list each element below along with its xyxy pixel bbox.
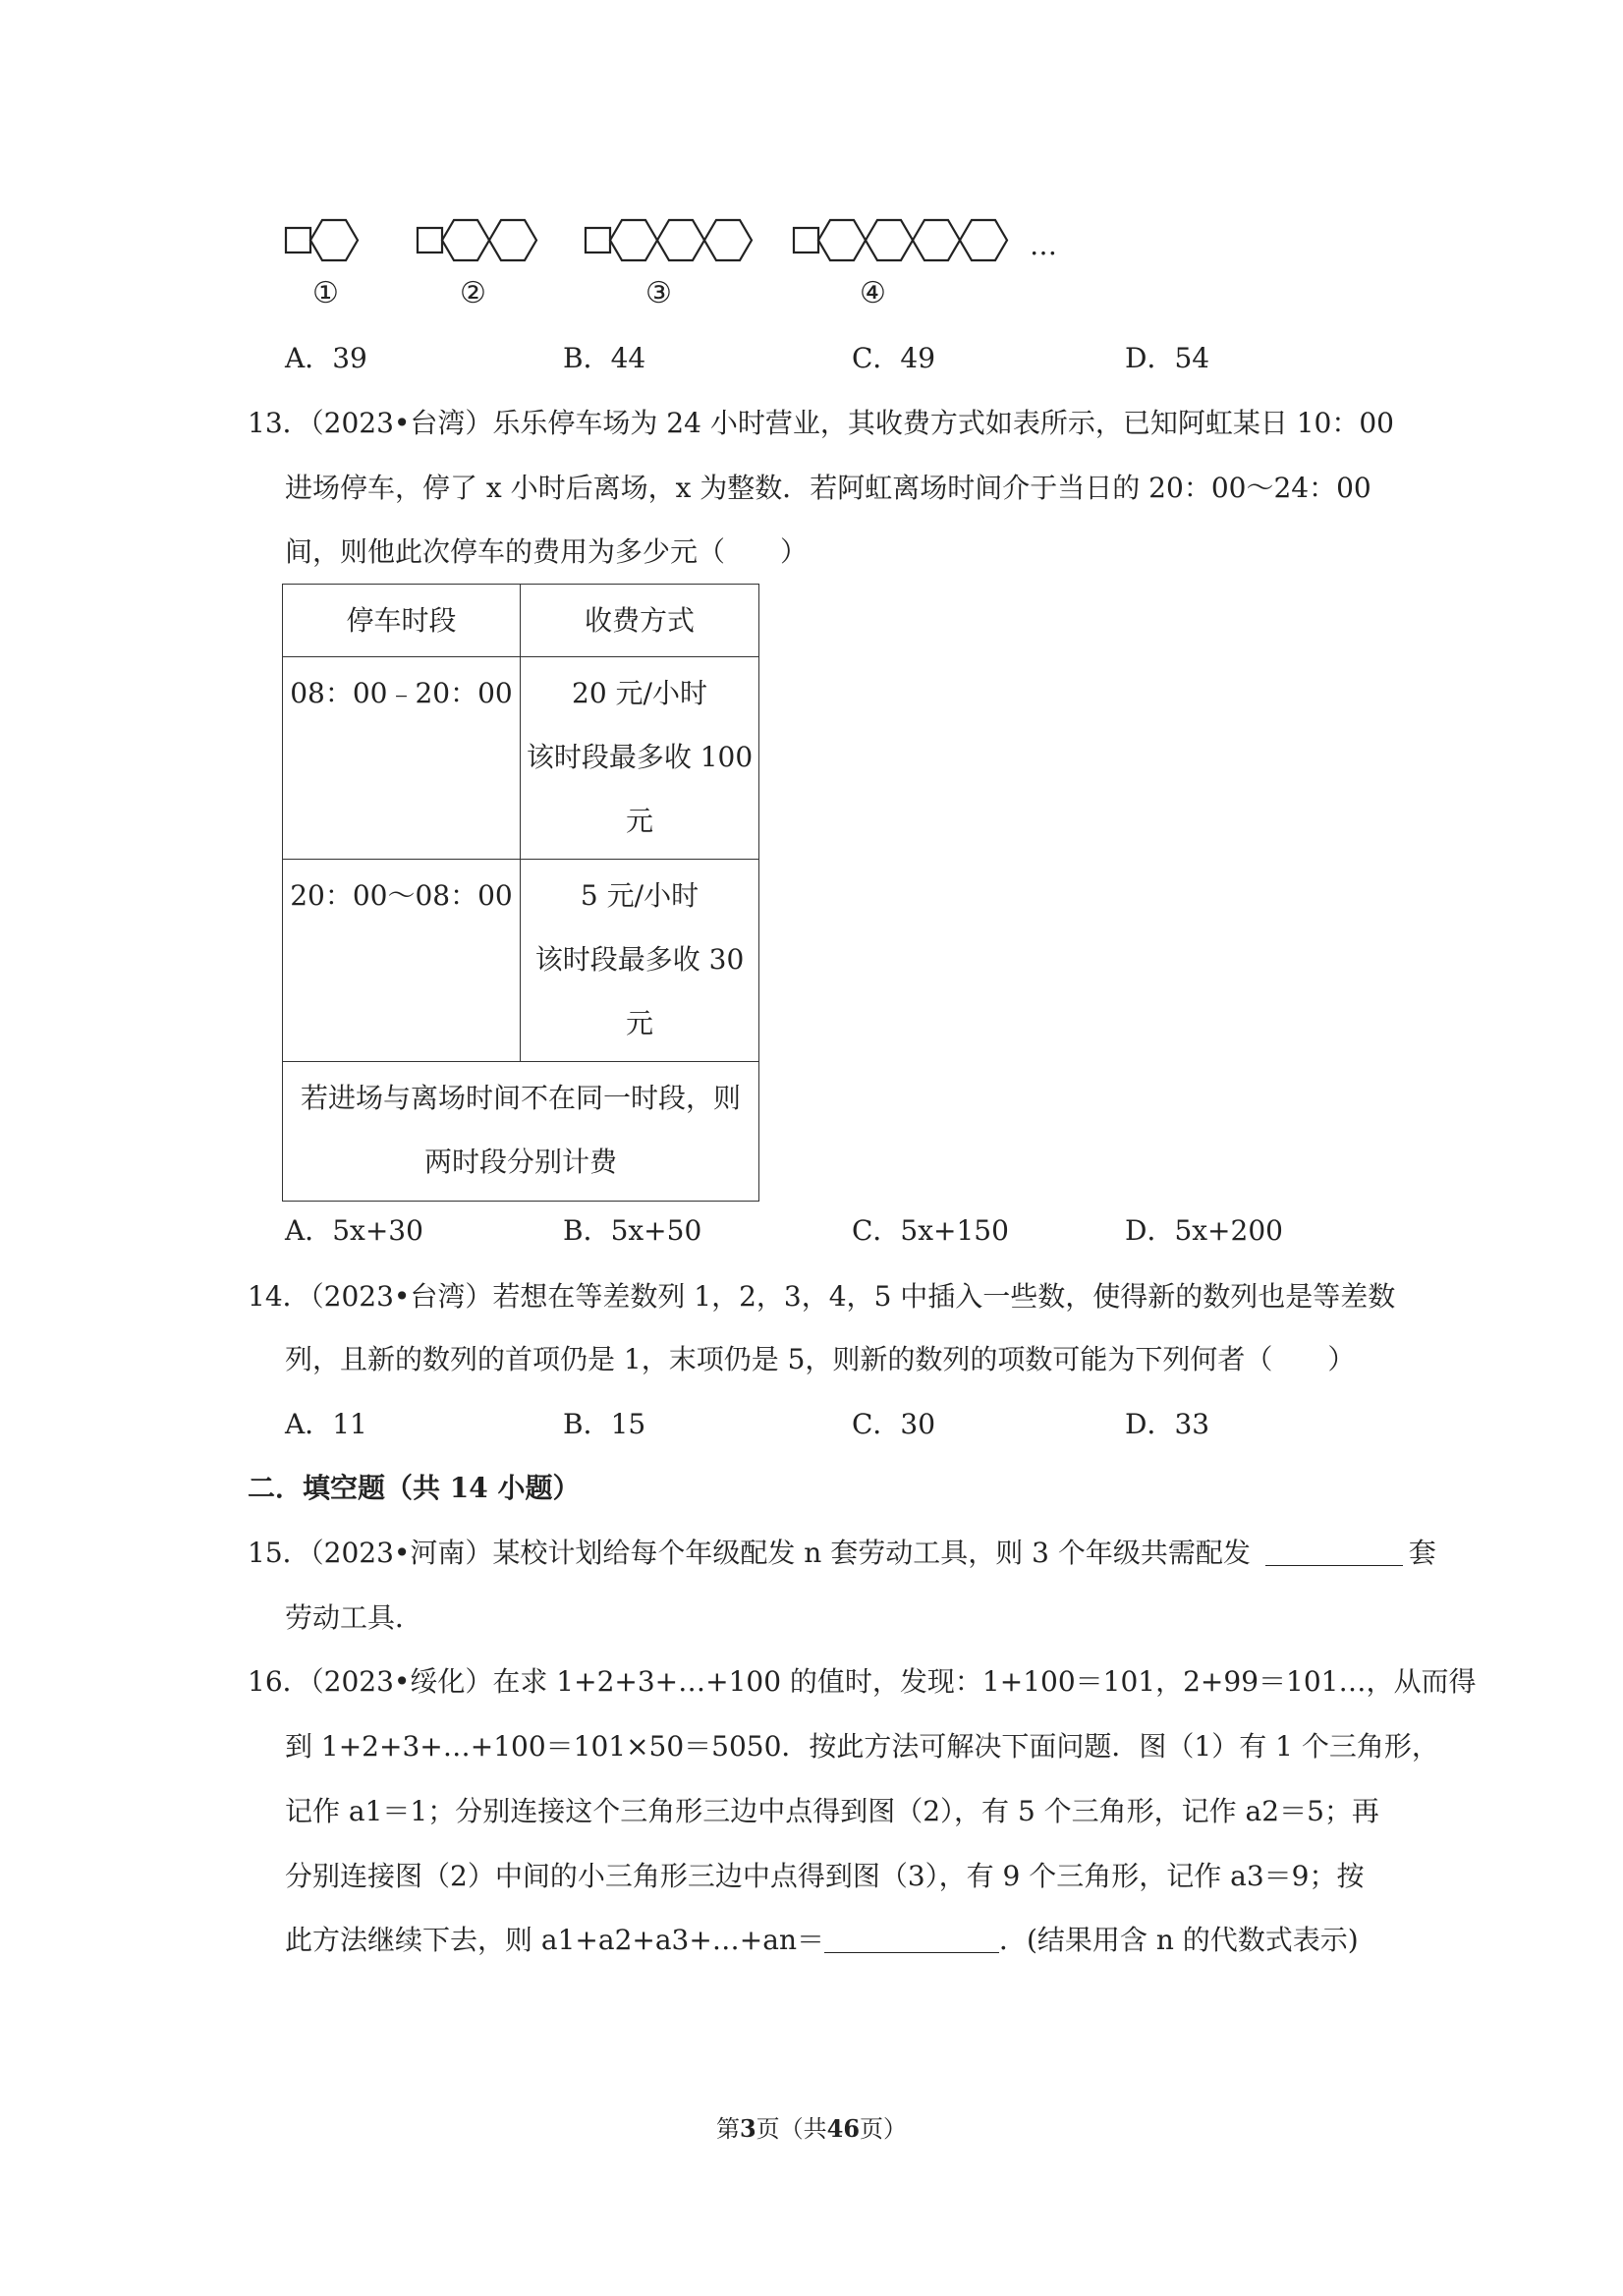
figure-ellipsis: … bbox=[1030, 229, 1057, 261]
q12-option-b: B．44 bbox=[563, 342, 646, 374]
pattern-4 bbox=[794, 220, 1007, 260]
q14-option-a: A．11 bbox=[285, 1408, 367, 1440]
q14-option-d: D．33 bbox=[1125, 1408, 1210, 1440]
q14-option-c: C．30 bbox=[852, 1408, 936, 1440]
q12-option-d: D．54 bbox=[1125, 342, 1210, 374]
q13-option-a: A．5x+30 bbox=[285, 1214, 423, 1247]
q14-option-b: B．15 bbox=[563, 1408, 646, 1440]
q14-line-1: 14．（2023•台湾）若想在等差数列 1，2，3，4，5 中插入一些数，使得新的数列也是等差数 bbox=[248, 1280, 1396, 1313]
table-row-1-fee: 20 元/小时 该时段最多收 100 元 bbox=[521, 657, 759, 860]
q15-line-2: 劳动工具． bbox=[285, 1601, 423, 1634]
table-header-fee: 收费方式 bbox=[521, 585, 759, 657]
table-row-2-fee: 5 元/小时 该时段最多收 30 元 bbox=[521, 860, 759, 1062]
pattern-2 bbox=[418, 220, 536, 260]
figure-label-2: ② bbox=[460, 276, 486, 310]
hexagon-pattern-figure bbox=[280, 211, 1086, 309]
table-row-2-period: 20：00～08：00 bbox=[283, 860, 521, 1062]
q12-option-c: C．49 bbox=[852, 342, 936, 374]
parking-fee-table bbox=[282, 584, 759, 1202]
table-header-period: 停车时段 bbox=[283, 585, 521, 657]
total-page-count: 46 bbox=[826, 2114, 861, 2143]
q16-line-2: 到 1+2+3+…+100＝101×50＝5050．按此方法可解决下面问题．图（1）有 1 个三角形， bbox=[285, 1730, 1439, 1763]
q16-line-5: 此方法继续下去，则 a1+a2+a3+…+an＝ ．(结果用含 n 的代数式表示) bbox=[285, 1924, 1359, 1956]
figure-label-1: ① bbox=[312, 276, 339, 310]
pattern-3 bbox=[586, 220, 752, 260]
q12-option-a: A．39 bbox=[285, 342, 367, 374]
q13-line-3: 间，则他此次停车的费用为多少元（ ） bbox=[285, 535, 809, 568]
q16-line-1: 16．（2023•绥化）在求 1+2+3+…+100 的值时，发现：1+100＝101，2+99＝101…，从而得 bbox=[248, 1665, 1477, 1698]
section-heading-fill-in: 二．填空题（共 14 小题） bbox=[248, 1472, 581, 1504]
pattern-1 bbox=[286, 220, 358, 260]
figure-label-3: ③ bbox=[645, 276, 672, 310]
q14-line-2: 列，且新的数列的首项仍是 1，末项仍是 5，则新的数列的项数可能为下列何者（ ） bbox=[285, 1343, 1356, 1375]
figure-label-4: ④ bbox=[860, 276, 886, 310]
q16-line-4: 分别连接图（2）中间的小三角形三边中点得到图（3），有 9 个三角形，记作 a3＝9；按 bbox=[285, 1860, 1365, 1892]
q13-option-c: C．5x+150 bbox=[852, 1214, 1009, 1247]
current-page-number: 3 bbox=[739, 2114, 756, 2143]
q13-option-d: D．5x+200 bbox=[1125, 1214, 1283, 1247]
q13-line-2: 进场停车，停了 x 小时后离场，x 为整数．若阿虹离场时间介于当日的 20：00～24：00 bbox=[285, 472, 1371, 504]
q13-line-1: 13．（2023•台湾）乐乐停车场为 24 小时营业，其收费方式如表所示，已知阿虹某日 10：00 bbox=[248, 407, 1394, 439]
page-footer: 第3页（共46页） bbox=[715, 2114, 908, 2143]
q13-option-b: B．5x+50 bbox=[563, 1214, 702, 1247]
q16-line-3: 记作 a1＝1；分别连接这个三角形三边中点得到图（2），有 5 个三角形，记作 a2＝5；再 bbox=[285, 1795, 1379, 1827]
q16-answer-blank[interactable] bbox=[824, 1923, 999, 1953]
table-note: 若进场与离场时间不在同一时段，则 两时段分别计费 bbox=[283, 1062, 759, 1202]
table-row-1-period: 08：00﹣20：00 bbox=[283, 657, 521, 860]
q15-answer-blank[interactable] bbox=[1265, 1536, 1403, 1566]
q15-line-1: 15．（2023•河南）某校计划给每个年级配发 n 套劳动工具，则 3 个年级共需配发 套 bbox=[248, 1537, 1436, 1569]
